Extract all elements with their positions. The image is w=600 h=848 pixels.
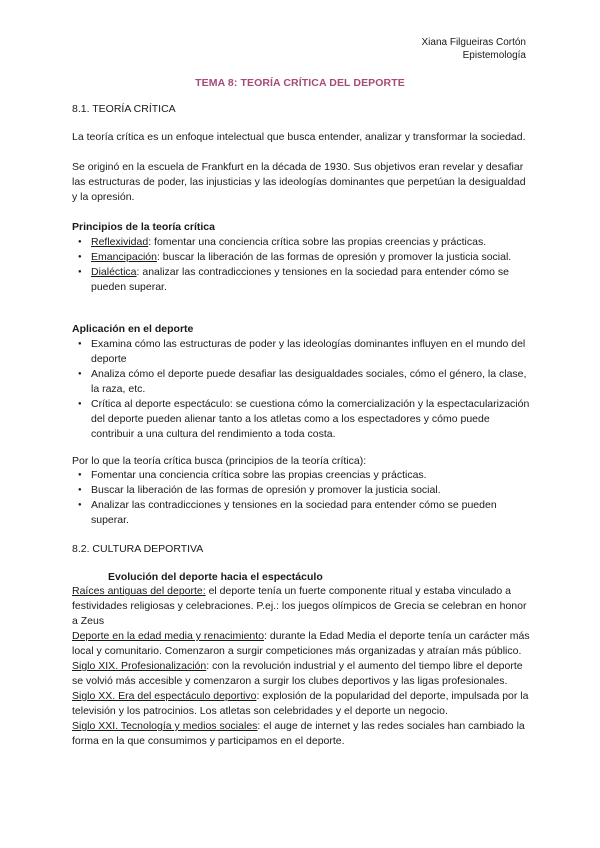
summary-intro: Por lo que la teoría crítica busca (principios de la teoría crítica):	[72, 455, 367, 467]
document-header	[422, 36, 527, 62]
principles-list	[72, 235, 532, 295]
application-heading: Aplicación en el deporte	[72, 323, 194, 335]
evolution-text: el deporte tenía un fuerte componente ritual y estaba vinculado a festividades religiosas y celebraciones. P.ej.: los juegos olímpicos de Grecia se celebran en honor a Zeus	[72, 585, 527, 627]
page-title: TEMA 8: TEORÍA CRÍTICA DEL DEPORTE	[195, 77, 405, 89]
principle-text: : buscar la liberación de las formas de opresión y promover la justicia social.	[156, 251, 512, 263]
list-item	[72, 250, 532, 265]
evolution-text: : con la revolución industrial y el aumento del tiempo libre el deporte se volvió más accesible y comenzaron a surgir los clubes deportivos y las ligas profesionales.	[72, 660, 523, 687]
evolution-term: Deporte en la edad media y renacimiento	[72, 630, 265, 642]
evolution-term: Siglo XXI. Tecnología y medios sociales	[72, 720, 258, 732]
evolution-term: Siglo XIX. Profesionalización	[72, 660, 207, 672]
principle-term: Dialéctica	[91, 266, 137, 278]
evolution-paragraph	[72, 629, 532, 659]
list-item: ● Analiza cómo el deporte puede desafiar las desigualdades sociales, cómo el género, la clase, la raza, etc.	[72, 367, 532, 397]
evolution-body	[72, 584, 532, 749]
evolution-term: Raíces antiguas del deporte:	[72, 585, 206, 597]
evolution-text: : el auge de internet y las redes sociales han cambiado la forma en la que consumimos y participamos en el deporte.	[72, 720, 525, 747]
evolution-text: : durante la Edad Media el deporte tenía un carácter más local y comunitario. Comenzaron a surgir competiciones más organizadas y atraían más público.	[72, 630, 530, 657]
intro-paragraph-1: La teoría crítica es un enfoque intelectual que busca entender, analizar y transformar la sociedad.	[72, 131, 526, 143]
evolution-text: : explosión de la popularidad del deporte, impulsada por la televisión y los patrocinios. Los atletas son celebridades y el deporte un negocio.	[72, 690, 529, 717]
list-item	[72, 235, 532, 250]
summary-list	[72, 468, 532, 528]
list-item: ● Analizar las contradicciones y tensiones en la sociedad para entender cómo se pueden superar.	[72, 498, 532, 528]
list-item	[72, 265, 532, 295]
evolution-paragraph	[72, 689, 532, 719]
author-name: Xiana Filgueiras Cortón	[421, 37, 526, 48]
evolution-paragraph	[72, 659, 532, 689]
evolution-paragraph	[72, 719, 532, 749]
evolution-heading: Evolución del deporte hacia el espectáculo	[108, 571, 323, 583]
list-item: ● Crítica al deporte espectáculo: se cuestiona cómo la comercialización y la espectacularización del deporte pueden alienar tanto a los atletas como a los espectadores y cómo puede contribuir a una cultura del rendimiento a toda costa.	[72, 397, 532, 442]
principle-text: : fomentar una conciencia crítica sobre las propias creencias y prácticas.	[148, 236, 487, 248]
section-1-heading: 8.1. TEORÍA CRÍTICA	[72, 103, 176, 115]
list-item: ● Examina cómo las estructuras de poder y las ideologías dominantes influyen en el mundo del deporte	[72, 337, 532, 367]
list-item: ● Fomentar una conciencia crítica sobre las propias creencias y prácticas.	[72, 468, 532, 483]
principle-term: Reflexividad	[91, 236, 149, 248]
evolution-term: Siglo XX. Era del espectáculo deportivo	[72, 690, 257, 702]
principle-text: : analizar las contradicciones y tensiones en la sociedad para entender cómo se pueden superar.	[91, 266, 509, 293]
list-item: ● Buscar la liberación de las formas de opresión y promover la justicia social.	[72, 483, 532, 498]
principles-heading: Principios de la teoría crítica	[72, 221, 215, 233]
intro-paragraph-2: Se originó en la escuela de Frankfurt en la década de 1930. Sus objetivos eran revelar y desafiar las estructuras de poder, las injusticias y las ideologías dominantes que perpetúan la desigualdad y la opresión.	[72, 161, 526, 203]
section-2-heading: 8.2. CULTURA DEPORTIVA	[72, 543, 204, 555]
evolution-paragraph	[72, 584, 532, 629]
principle-term: Emancipación	[91, 251, 157, 263]
application-list	[72, 337, 532, 442]
subject-name: Epistemología	[462, 50, 526, 61]
